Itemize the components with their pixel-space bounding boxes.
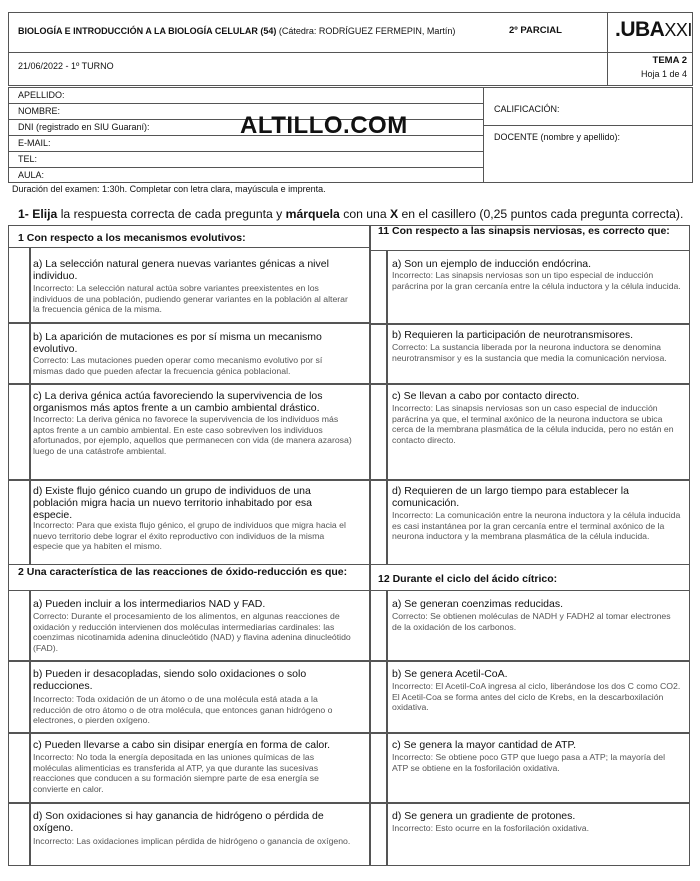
answer-checkbox-2a[interactable] <box>8 590 31 662</box>
option-2a-explanation: Correcto: Durante el procesamiento de los alimentos, en algunas reacciones de oxidación y reducción intervienen dos moléculas intermediarias cardinales: las coenzimas nicotinamida adenina dinucleótido (NAD) y flavina adenina dinucleótido (FAD). <box>33 611 351 653</box>
option-1c-explanation: Incorrecto: La deriva génica no favorece la supervivencia de los individuos más aptos frente a un cambio ambiental. En este caso sobreviven los individuos afortunados, por ejemplo, aquellos que permanecen con vida (de manera azarosa) luego de una catástrofe ambiental. <box>33 414 352 456</box>
option-12d-text: d) Se genera un gradiente de protones. <box>392 810 576 822</box>
exam-type: 2º PARCIAL <box>509 25 562 36</box>
exam-tema: TEMA 2 <box>652 55 687 66</box>
option-12a-explanation: Correcto: Se obtienen moléculas de NADH y FADH2 al tomar electrones de la oxidación de los carbonos. <box>392 611 671 632</box>
option-2c-text: c) Pueden llevarse a cabo sin disipar energía en forma de calor. <box>33 739 331 751</box>
option-1a-text: a) La selección natural genera nuevas variantes génicas a nivel individuo. <box>33 258 329 282</box>
option-1d-text: d) Existe flujo génico cuando un grupo de individuos de una población migra hacia un nuevo territorio inhabitado por esa especie. <box>33 485 313 521</box>
option-2b-text: b) Pueden ir desacopladas, siendo solo oxidaciones o solo reducciones. <box>33 668 307 692</box>
watermark: ALTILLO.COM <box>240 112 408 139</box>
option-2b-explanation: Incorrecto: Toda oxidación de un átomo o de una molécula está atada a la reducción de otro átomo o de otra molécula, que entonces ganan hidrógeno o electrones, o pierden oxígeno. <box>33 694 333 726</box>
page-count: Hoja 1 de 4 <box>640 69 687 79</box>
question-11-title: 11 Con respecto a las sinapsis nerviosas, es correcto que: <box>378 225 670 237</box>
docente-label: DOCENTE (nombre y apellido): <box>494 132 621 142</box>
answer-checkbox-2c[interactable] <box>8 732 31 804</box>
answer-checkbox-1c[interactable] <box>8 383 31 481</box>
nombre-field[interactable]: NOMBRE: <box>9 104 483 120</box>
option-1a-explanation: Incorrecto: La selección natural actúa sobre variantes preexistentes en los individuos de una población, pudiendo generar variantes en la población al alterar la frecuencia génica de la misma. <box>33 283 348 315</box>
option-11c-explanation: Incorrecto: Las sinapsis nerviosas son un caso especial de inducción parácrina ya que, el terminal axónico de la neurona inductora se ubica cerca de la membrana plasmática de la célula inducida, pero no están en contacto directo. <box>392 403 674 445</box>
section-instruction: 1- Elija la respuesta correcta de cada pregunta y márquela con una X en el casillero (0,25 puntos cada pregunta correcta). <box>18 207 684 221</box>
option-11d-explanation: Incorrecto: La comunicación entre la neurona inductora y la célula inducida es casi instantánea por la gran cercanía entre el terminal axónico de la neurona inductora y la membrana plasmática de la célula inducida. <box>392 510 681 542</box>
option-11d-text: d) Requieren de un largo tiempo para establecer la comunicación. <box>392 485 629 509</box>
option-11a-explanation: Incorrecto: Las sinapsis nerviosas son un tipo especial de inducción parácrina por la gran cercanía entre la célula inductora y la célula inducida. <box>392 270 681 291</box>
option-1d-explanation: Incorrecto: Para que exista flujo génico, el grupo de individuos que migra hacia el nuevo territorio debe lograr el éxito reproductivo con individuos de la misma especie que ya habiten el mismo. <box>33 520 346 552</box>
option-12c-text: c) Se genera la mayor cantidad de ATP. <box>392 739 577 751</box>
form-divider <box>483 125 692 126</box>
answer-checkbox-2b[interactable] <box>8 660 31 734</box>
option-2d-text: d) Son oxidaciones si hay ganancia de hidrógeno o pérdida de oxígeno. <box>33 810 324 834</box>
tel-field[interactable]: TEL: <box>9 152 483 168</box>
option-1c-text: c) La deriva génica actúa favoreciendo la supervivencia de los organismos más aptos frente a un cambio ambiental drástico. <box>33 390 323 414</box>
answer-checkbox-2d[interactable] <box>8 802 31 866</box>
option-2d-explanation: Incorrecto: Las oxidaciones implican pérdida de hidrógeno o ganancia de oxígeno. <box>33 836 351 846</box>
course-title: BIOLOGÍA E INTRODUCCIÓN A LA BIOLOGÍA CELULAR (54) (Cátedra: RODRÍGUEZ FERMEPIN, Martín) <box>18 26 456 36</box>
option-1b-text: b) La aparición de mutaciones es por sí misma un mecanismo evolutivo. <box>33 331 322 355</box>
calificacion-label: CALIFICACIÓN: <box>494 104 560 114</box>
exam-date: 21/06/2022 - 1º TURNO <box>18 61 114 71</box>
dni-field[interactable]: DNI (registrado en SIU Guaraní): <box>9 120 483 136</box>
apellido-field[interactable]: APELLIDO: <box>9 88 483 104</box>
option-12d-explanation: Incorrecto: Esto ocurre en la fosforilación oxidativa. <box>392 823 590 833</box>
answer-checkbox-1d[interactable] <box>8 479 31 565</box>
option-11b-explanation: Correcto: La sustancia liberada por la neurona inductora se denomina neurotransmisor y es la sustancia que media la comunicación nerviosa. <box>392 342 667 363</box>
uba-xxi-logo: .UBAXXI <box>615 18 692 41</box>
option-11a-text: a) Son un ejemplo de inducción endócrina. <box>392 258 592 270</box>
option-12b-text: b) Se genera Acetil-CoA. <box>392 668 508 680</box>
answer-checkbox-1a[interactable] <box>8 247 31 324</box>
exam-duration: Duración del examen: 1:30h. Completar con letra clara, mayúscula e imprenta. <box>12 184 326 194</box>
question-1-title: 1 Con respecto a los mecanismos evolutivos: <box>18 232 246 244</box>
email-field[interactable]: E-MAIL: <box>9 136 483 152</box>
option-2a-text: a) Pueden incluir a los intermediarios NAD y FAD. <box>33 598 266 610</box>
question-12-title: 12 Durante el ciclo del ácido cítrico: <box>378 573 558 585</box>
option-11c-text: c) Se llevan a cabo por contacto directo. <box>392 390 580 402</box>
option-12c-explanation: Incorrecto: Se obtiene poco GTP que luego pasa a ATP; la mayoría del ATP se obtiene en la fosforilación oxidativa. <box>392 752 666 773</box>
option-1b-explanation: Correcto: Las mutaciones pueden operar como mecanismo evolutivo por sí mismas dado que pueden afectar la frecuencia génica poblacional. <box>33 355 323 376</box>
option-11b-text: b) Requieren la participación de neurotransmisores. <box>392 329 634 341</box>
answer-checkbox-1b[interactable] <box>8 322 31 385</box>
option-2c-explanation: Incorrecto: No toda la energía depositada en las uniones químicas de las moléculas alimenticias es transferida al ATP, ya que durante las sucesivas reacciones que conducen a su formación siempre parte de esa energía se convierte en calor. <box>33 752 319 794</box>
header-divider <box>607 13 608 85</box>
aula-field[interactable]: AULA: <box>18 170 45 180</box>
option-12a-text: a) Se generan coenzimas reducidas. <box>392 598 564 610</box>
option-12b-explanation: Incorrecto: El Acetil-CoA ingresa al ciclo, liberándose los dos C como CO2. El Acetil-Coa se forma antes del ciclo de Krebs, en la descarboxilación oxidativa. <box>392 681 681 713</box>
question-2-title: 2 Una característica de las reacciones de óxido-reducción es que: <box>18 566 348 578</box>
exam-header <box>8 12 693 86</box>
